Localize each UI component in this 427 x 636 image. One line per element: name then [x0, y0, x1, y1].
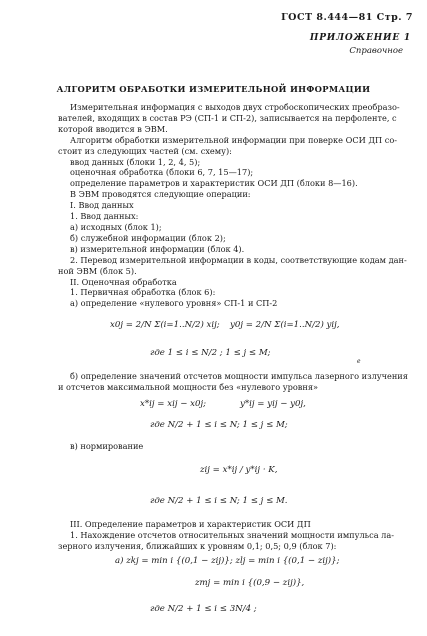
formula-range-3: где N/2 + 1 ≤ i ≤ N; 1 ≤ j ≤ M.	[150, 496, 288, 506]
paragraph-line: Измерительная информация с выходов двух стробоскопических преобразо-	[70, 102, 400, 112]
list-item: б) служебной информации (блок 2);	[70, 232, 226, 243]
list-item: а) исходных (блок 1);	[70, 221, 162, 232]
section-heading: I. Ввод данных	[70, 200, 134, 211]
section-heading: III. Определение параметров и характеристик ОСИ ДП	[70, 519, 311, 529]
formula-y-star: y*ij = yij − y0j,	[240, 399, 306, 409]
paragraph-line: Алгоритм обработки измерительной информации при поверке ОСИ ДП со-	[70, 134, 398, 145]
paragraph-line: 1. Нахождение отсчетов относительных значений мощности импульса ла-	[70, 529, 395, 540]
paragraph-line: ной ЭВМ (блок 5).	[58, 265, 137, 276]
paragraph-line: 1. Первичная обработка (блок 6):	[70, 287, 216, 298]
appendix-title: ПРИЛОЖЕНИЕ 1	[309, 33, 411, 43]
list-item: в) измерительной информации (блок 4).	[70, 243, 245, 254]
formula-y0j: y0j = 2/N Σ(i=1..N/2) yij,	[230, 320, 340, 330]
body-text	[58, 102, 414, 309]
paragraph-line: 2. Перевод измерительной информации в коды, соответствующие кодам дан-	[70, 254, 407, 265]
list-item: а) определение «нулевого уровня» СП-1 и СП-2	[70, 298, 278, 309]
formula-x-star: x*ij = xij − x0j;	[140, 399, 207, 409]
paragraph-line: вателей, входящих в состав РЭ (СП-1 и СП-2), записывается на перфоленте, с	[58, 112, 397, 123]
formula-min-levels: а) zkj = min i {(0,1 − zij)}; zlj = min i {(0,1 − zij)};	[115, 556, 340, 566]
paragraph-line: которой вводится в ЭВМ.	[58, 123, 168, 134]
appendix-subtitle: Справочное	[349, 46, 403, 56]
paragraph-line: оценочная обработка (блоки 6, 7, 15—17);	[70, 167, 254, 178]
page-header: ГОСТ 8.444—81 Стр. 7	[281, 12, 413, 23]
formula-range-1: где 1 ≤ i ≤ N/2 ; 1 ≤ j ≤ M;	[150, 348, 271, 358]
section-iii	[58, 519, 394, 552]
formula-zij: zij = x*ij / y*ij · K,	[200, 465, 278, 475]
paragraph-line: б) определение значений отсчетов мощности импульса лазерного излучения	[70, 371, 408, 381]
paragraph-b	[58, 371, 408, 393]
formula-zmj: zmj = min i {(0,9 − zij)},	[195, 578, 305, 588]
paragraph-line: определение параметров и характеристик ОСИ ДП (блоки 8—16).	[70, 178, 358, 189]
document-title: АЛГОРИТМ ОБРАБОТКИ ИЗМЕРИТЕЛЬНОЙ ИНФОРМАЦИИ	[56, 84, 371, 94]
margin-mark: e	[357, 358, 361, 365]
paragraph-v: в) нормирование	[70, 441, 144, 451]
formula-range-4: где N/2 + 1 ≤ i ≤ 3N/4 ;	[150, 604, 257, 614]
formula-range-2: где N/2 + 1 ≤ i ≤ N; 1 ≤ j ≤ M;	[150, 420, 288, 430]
formula-x0j: x0j = 2/N Σ(i=1..N/2) xij;	[110, 320, 220, 330]
paragraph-line: В ЭВМ проводятся следующие операции:	[70, 189, 251, 200]
paragraph-line: зерного излучения, ближайших к уровням 0,1; 0,5; 0,9 (блок 7):	[58, 540, 337, 551]
section-heading: II. Оценочная обработка	[70, 276, 177, 287]
paragraph-line: стоит из следующих частей (см. схему):	[58, 145, 232, 156]
paragraph-line: и отсчетов максимальной мощности без «нулевого уровня»	[58, 381, 319, 392]
paragraph-line: 1. Ввод данных:	[70, 211, 139, 222]
paragraph-line: ввод данных (блоки 1, 2, 4, 5);	[70, 156, 201, 167]
